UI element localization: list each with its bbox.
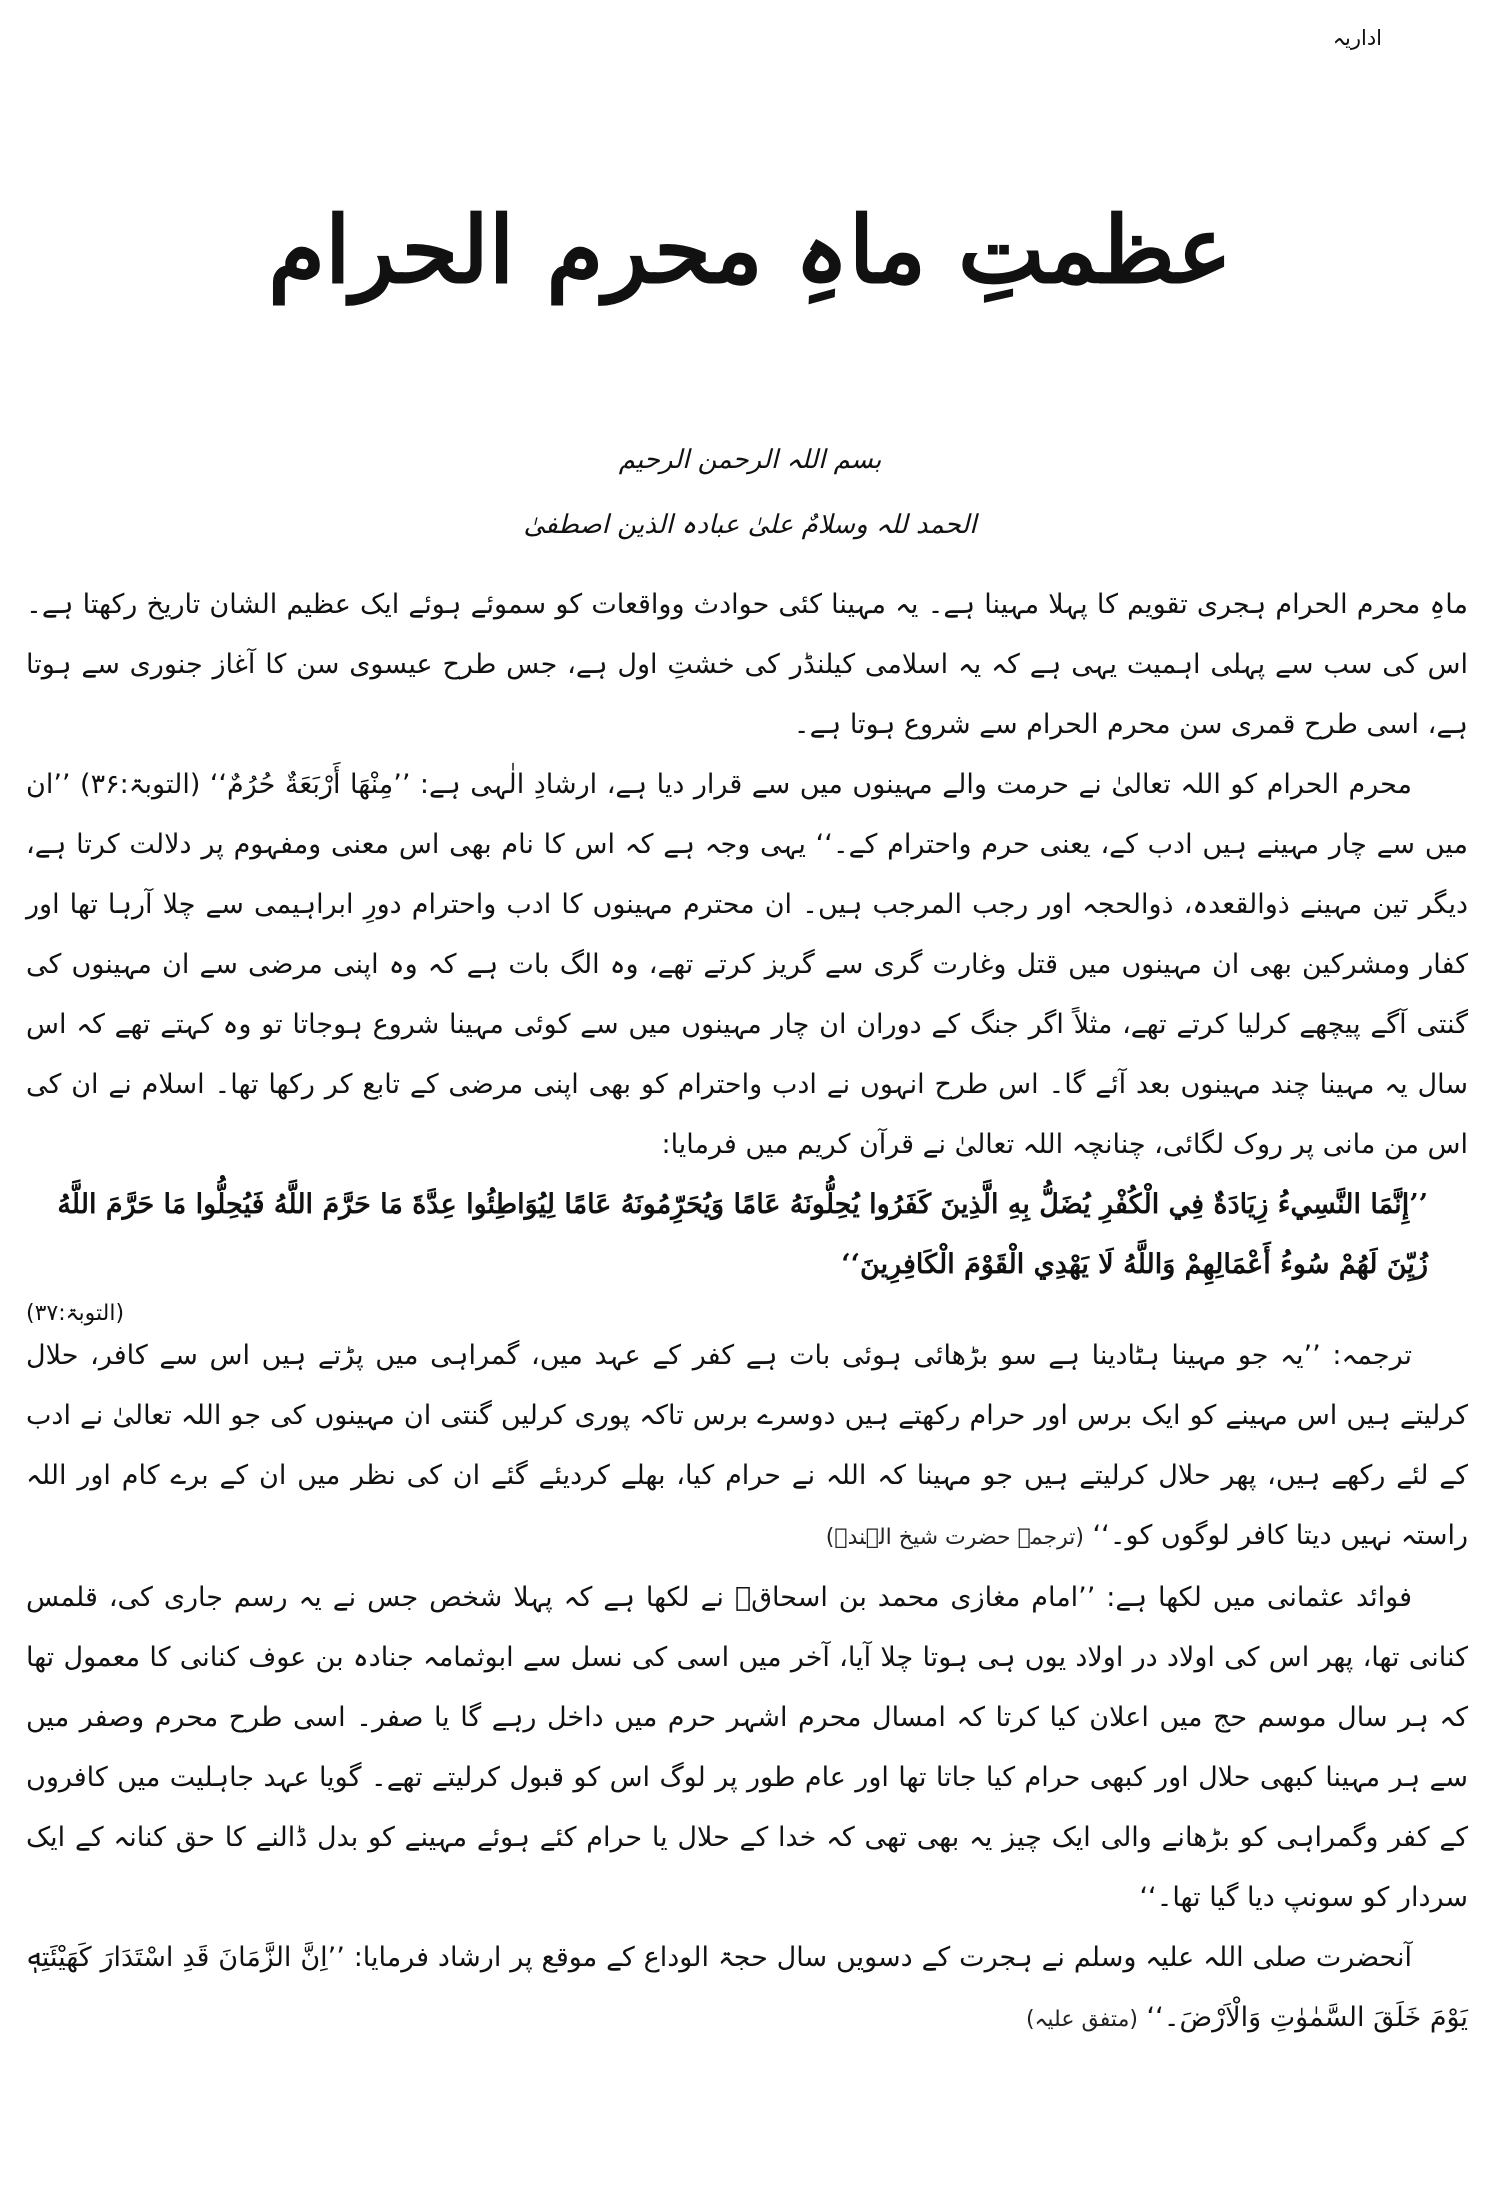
translation-text: ترجمہ: ’’یہ جو مہینا ہٹادینا ہے سو بڑھائی ہوئی بات ہے کفر کے عہد میں، گمراہی میں پڑتے ہیں اس سے کافر، حلال کرلیتے ہیں اس مہینے کو ایک برس اور حرام رکھتے ہیں دوسرے برس تاکہ پوری کرلیں گنتی ان مہینوں کی جو اللہ تعالیٰ نے ادب کے لئے رکھے ہیں، پھر حلال کرلیتے ہیں جو مہینا کہ اللہ نے حرام کیا، بھلے کردیئے گئے ان کی نظر میں ان کے برے کام اور اللہ راستہ نہیں دیتا کافر لوگوں کو۔‘‘: [26, 1340, 1468, 1551]
paragraph-sacred-months: محرم الحرام کو اللہ تعالیٰ نے حرمت والے مہینوں میں سے قرار دیا ہے، ارشادِ الٰہی ہے: ’’مِنْهَا أَرْبَعَةٌ حُرُمٌ‘‘ (التوبۃ:۳۶) ’’ان میں سے چار مہینے ہیں ادب کے، یعنی حرم واحترام کے۔‘‘ یہی وجہ ہے کہ اس کا نام بھی اس معنی ومفہوم پر دلالت کرتا ہے، دیگر تین مہینے ذوالقعدہ، ذوالحجہ اور رجب المرجب ہیں۔ ان محترم مہینوں کا ادب واحترام دورِ ابراہیمی سے چلا آرہا تھا اور کفار ومشرکین بھی ان مہینوں میں قتل وغارت گری سے گریز کرتے تھے، وہ الگ بات ہے کہ وہ اپنی مرضی سے ان مہینوں کی گنتی آگے پیچھے کرلیا کرتے تھے، مثلاً اگر جنگ کے دوران ان چار مہینوں میں سے کوئی مہینا شروع ہوجاتا تو وہ کہتے تھے کہ اس سال یہ مہینا چند مہینوں بعد آئے گا۔ اس طرح انہوں نے ادب واحترام کو بھی اپنی مرضی کے تابع کر رکھا تھا۔ اسلام نے ان کی اس من مانی پر روک لگائی، چنانچہ اللہ تعالیٰ نے قرآن کریم میں فرمایا:: [26, 769, 1468, 1160]
page-title: عظمتِ ماہِ محرم الحرام: [268, 196, 1232, 304]
paragraph-hadith: [26, 1928, 1468, 2050]
paragraph-translation: [26, 1326, 1468, 1568]
article-body: [26, 575, 1468, 2050]
hadith-reference: (متفق علیہ): [1025, 2007, 1138, 2032]
hadith-text: آنحضرت صلی اللہ علیہ وسلم نے ہجرت کے دسویں سال حجۃ الوداع کے موقع پر ارشاد فرمایا: ’’اِنَّ الزَّمَانَ قَدِ اسْتَدَارَ كَهَيْئَتِهٖ يَوْمَ خَلَقَ السَّمٰوٰتِ وَالْاَرْضَ۔‘‘: [26, 1942, 1468, 2033]
salutation: الحمد للہ وسلامٌ علیٰ عبادہ الذین اصطفیٰ: [523, 510, 977, 540]
paragraph-fawaid: فوائد عثمانی میں لکھا ہے: ’’امام مغازی محمد بن اسحاقؒ نے لکھا ہے کہ پہلا شخص جس نے یہ رسم جاری کی، قلمس کنانی تھا، پھر اس کی اولاد در اولاد یوں ہی ہوتا چلا آیا، آخر میں اسی کی نسل سے ابوثمامہ جنادہ بن عوف کنانی کا معمول تھا کہ ہر سال موسم حج میں اعلان کیا کرتا کہ امسال محرم اشہر حرم میں داخل رہے گا یا صفر۔ اسی طرح محرم وصفر میں سے ہر مہینا کبھی حلال اور کبھی حرام کیا جاتا تھا اور عام طور پر لوگ اس کو قبول کرلیتے تھے۔ گویا عہد جاہلیت میں کافروں کے کفر وگمراہی کو بڑھانے والی ایک چیز یہ بھی تھی کہ خدا کے حلال یا حرام کئے ہوئے مہینے کو بدل ڈالنے کا حق کنانہ کے ایک سردار کو سونپ دیا گیا تھا۔‘‘: [26, 1582, 1468, 1913]
paragraph-intro: ماہِ محرم الحرام ہجری تقویم کا پہلا مہینا ہے۔ یہ مہینا کئی حوادث وواقعات کو سموئے ہوئے ایک عظیم الشان تاریخ رکھتا ہے۔ اس کی سب سے پہلی اہمیت یہی ہے کہ یہ اسلامی کیلنڈر کی خشتِ اول ہے، جس طرح عیسوی سن کا آغاز جنوری سے ہوتا ہے، اسی طرح قمری سن محرم الحرام سے شروع ہوتا ہے۔: [26, 589, 1468, 740]
translation-reference: (ترجمہ حضرت شیخ الہندؒ): [825, 1525, 1084, 1550]
basmala: بسم اللہ الرحمن الرحیم: [618, 445, 882, 475]
quran-reference: (التوبۃ:۳۷): [26, 1301, 125, 1326]
quran-quote: [26, 1175, 1468, 1326]
section-label: اداریہ: [1332, 26, 1382, 50]
quran-verse: ’’إِنَّمَا النَّسِيءُ زِيَادَةٌ فِي الْكُفْرِ يُضَلُّ بِهِ الَّذِينَ كَفَرُوا يُحِلُّونَهُ عَامًا وَيُحَرِّمُونَهُ عَامًا لِيُوَاطِئُوا عِدَّةَ مَا حَرَّمَ اللَّهُ فَيُحِلُّوا مَا حَرَّمَ اللَّهُ زُيِّنَ لَهُمْ سُوءُ أَعْمَالِهِمْ وَاللَّهُ لَا يَهْدِي الْقَوْمَ الْكَافِرِينَ‘‘: [57, 1189, 1428, 1280]
